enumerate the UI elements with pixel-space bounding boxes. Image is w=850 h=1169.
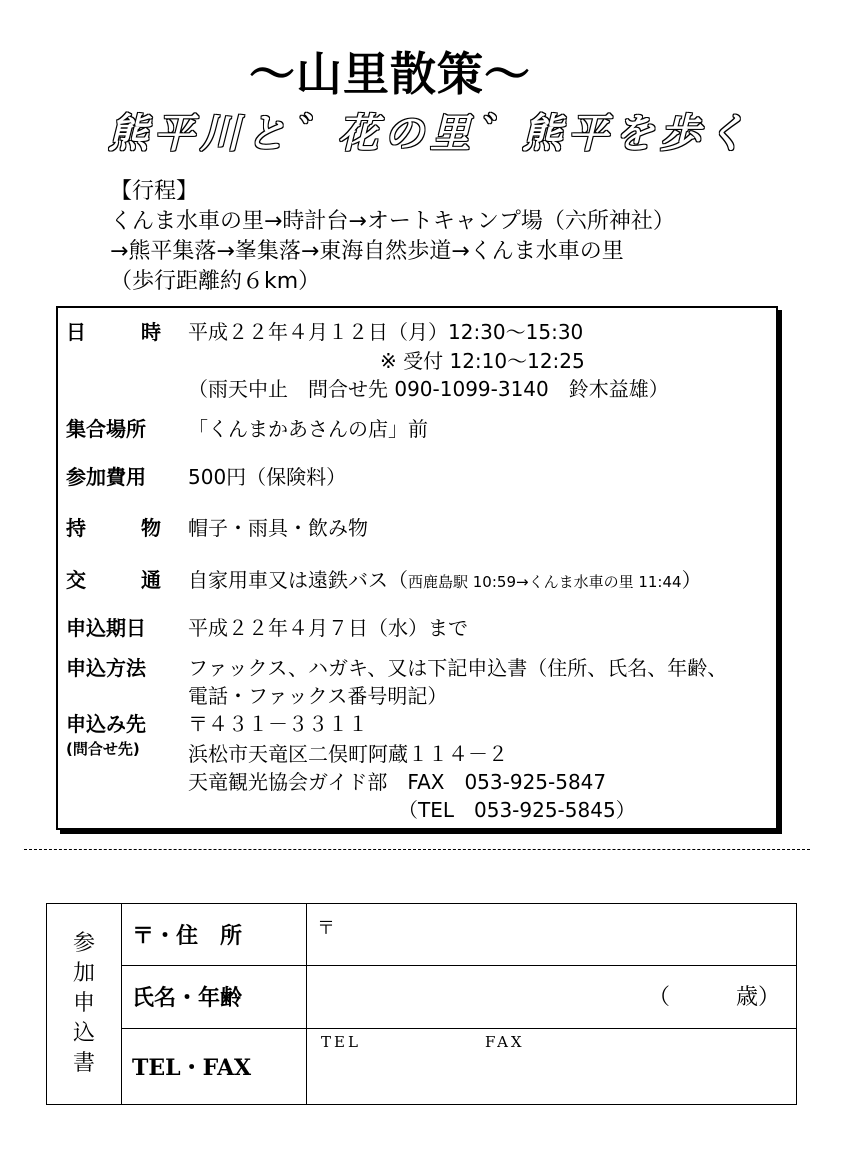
apply-address: 浜松市天竜区二俣町阿蔵１１４－２ bbox=[188, 742, 508, 766]
method-value: ファックス、ハガキ、又は下記申込書（住所、氏名、年齢、 bbox=[188, 656, 728, 680]
fee-label: 参加費用 bbox=[66, 465, 146, 489]
page-title: ～山里散策～ bbox=[249, 47, 531, 101]
address-postal-mark: 〒 bbox=[317, 918, 335, 939]
meeting-value: 「くんまかあさんの店」前 bbox=[188, 417, 428, 441]
method-value-cont: 電話・ファックス番号明記） bbox=[188, 684, 448, 708]
fax-caption: FAX bbox=[485, 1032, 525, 1051]
transport-value: 自家用車又は遠鉄バス（西鹿島駅 10:59→くんま水車の里 11:44） bbox=[188, 568, 702, 592]
address-label: 〒・住 所 bbox=[122, 904, 307, 966]
apply-tel: （TEL 053-925-5845） bbox=[398, 798, 636, 822]
age-suffix: （ 歳） bbox=[647, 985, 780, 1011]
telfax-field[interactable] bbox=[307, 1028, 797, 1104]
route-heading: 【行程】 bbox=[110, 179, 199, 204]
apply-org: 天竜観光協会ガイド部 FAX 053-925-5847 bbox=[188, 770, 607, 794]
bus-schedule: 西鹿島駅 10:59→くんま水車の里 11:44 bbox=[408, 573, 682, 591]
method-label: 申込方法 bbox=[66, 656, 146, 680]
cut-line bbox=[24, 849, 810, 850]
deadline-value: 平成２２年４月７日（水）まで bbox=[188, 616, 468, 640]
route-line: くんま水車の里→時計台→オートキャンプ場（六所神社） bbox=[110, 209, 675, 234]
transport-label: 交 通 bbox=[66, 568, 161, 592]
apply-sublabel: (問合せ先) bbox=[66, 740, 140, 758]
items-value: 帽子・雨具・飲み物 bbox=[188, 516, 368, 540]
route-line: →熊平集落→峯集落→東海自然歩道→くんま水車の里 bbox=[110, 239, 624, 264]
form-side-label: 参 加 申 込 書 bbox=[47, 904, 122, 1105]
items-label: 持 物 bbox=[66, 516, 161, 540]
date-label: 日 時 bbox=[66, 320, 161, 344]
page-subtitle: 熊平川と゛花の里゛熊平を歩く bbox=[108, 111, 752, 157]
contact-note: （雨天中止 問合せ先 090-1099-3140 鈴木益雄） bbox=[188, 377, 669, 401]
route-section bbox=[110, 177, 675, 297]
meeting-label: 集合場所 bbox=[66, 417, 146, 441]
date-value: 平成２２年４月１２日（月）12:30～15:30 bbox=[188, 320, 584, 344]
route-distance: （歩行距離約６km） bbox=[110, 269, 321, 294]
deadline-label: 申込期日 bbox=[66, 616, 146, 640]
application-form bbox=[46, 903, 797, 1105]
event-info-box bbox=[56, 306, 778, 830]
apply-label: 申込み先 bbox=[66, 712, 146, 736]
address-field[interactable] bbox=[307, 904, 797, 966]
reception-time: ※ 受付 12:10～12:25 bbox=[380, 349, 585, 373]
fee-value: 500円（保険料） bbox=[188, 465, 347, 489]
postal-code: 〒４３１－３３１１ bbox=[188, 712, 368, 736]
name-age-label: 氏名・年齢 bbox=[122, 966, 307, 1028]
telfax-label: TEL・FAX bbox=[122, 1028, 307, 1104]
name-age-field[interactable] bbox=[307, 966, 797, 1028]
tel-caption: TEL bbox=[321, 1032, 361, 1051]
